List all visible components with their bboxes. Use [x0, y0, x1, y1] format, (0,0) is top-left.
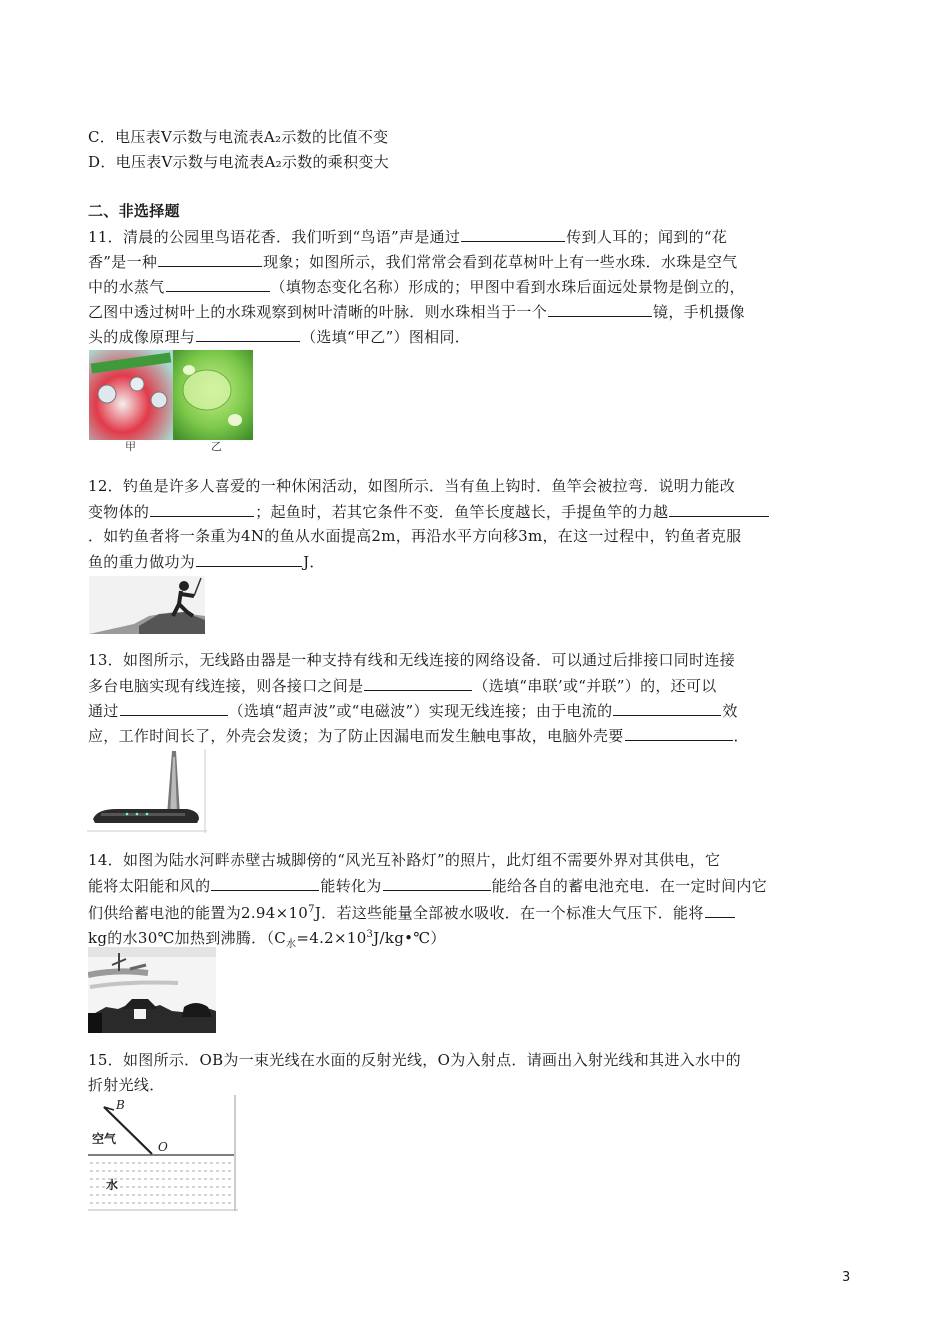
q14-text: 们供给蓄电池的能置为2.94×10 [88, 904, 309, 922]
q13-figure [87, 749, 207, 833]
answer-blank[interactable] [120, 700, 228, 716]
router-photo [87, 749, 207, 833]
q11-line-5 [88, 326, 470, 347]
q12-line-1: 12．钓鱼是许多人喜爱的一种休闲活动，如图所示．当有鱼上钩时．鱼竿会被拉弯．说明力能改 [88, 477, 735, 495]
answer-blank[interactable] [150, 501, 254, 517]
q14-text: =4.2×10 [296, 929, 367, 947]
q11-line-3 [88, 276, 745, 297]
street-lamp-photo [88, 947, 216, 1033]
answer-blank[interactable] [158, 251, 262, 267]
q14-line-3 [88, 900, 736, 923]
option-d: D．电压表V示数与电流表A₂示数的乘积变大 [88, 153, 390, 171]
q12-text: ；起鱼时，若其它条件不变．鱼竿长度越长，手提鱼竿的力越 [255, 503, 669, 521]
q14-subscript: 水 [286, 939, 297, 950]
q11-text: 乙图中透过树叶上的水珠观察到树叶清晰的叶脉．则水珠相当于一个 [88, 303, 548, 321]
q14-text: J．若这些能量全部被水吸收．在一个标准大气压下．能将 [314, 904, 704, 922]
q13-line-3 [88, 700, 738, 721]
q11-figure [89, 350, 253, 452]
q14-text: kg的水30℃加热到沸腾．（C [88, 929, 287, 947]
q11-line-1 [88, 226, 727, 247]
q12-text: J． [303, 553, 325, 571]
q13-line-4 [88, 725, 749, 746]
q14-line-2 [88, 875, 767, 896]
q12-text: 变物体的 [88, 503, 150, 521]
q13-text: ． [733, 727, 749, 745]
q13-text: 多台电脑实现有线连接，则各接口之间是 [88, 677, 364, 695]
q13-line-1: 13．如图所示，无线路由器是一种支持有线和无线连接的网络设备．可以通过后排接口同时连接 [88, 651, 735, 669]
answer-blank[interactable] [669, 501, 769, 517]
label-water: 水 [106, 1178, 119, 1192]
answer-blank[interactable] [613, 700, 721, 716]
q11-text: 头的成像原理与 [88, 328, 196, 346]
q12-line-4 [88, 551, 325, 572]
q14-text: 能转化为 [320, 877, 382, 895]
label-jia: 甲 [125, 440, 136, 452]
q11-text: 现象；如图所示，我们常常会看到花草树叶上有一些水珠．水珠是空气 [263, 253, 738, 271]
section-title: 二、非选择题 [88, 202, 180, 220]
q14-text: 能给各自的蓄电池充电．在一定时间内它 [491, 877, 768, 895]
q11-text: （选填“甲乙”）图相同． [301, 328, 471, 346]
q11-text: 镜，手机摄像 [653, 303, 745, 321]
q12-line-3: ．如钓鱼者将一条重为4N的鱼从水面提高2m，再沿水平方向移3m，在这一过程中，钓鱼者克服 [88, 527, 742, 545]
q13-text: （选填“串联’或“并联”）的，还可以 [473, 677, 717, 695]
label-b: B [116, 1098, 125, 1112]
q13-text: 效 [722, 702, 738, 720]
answer-blank[interactable] [548, 301, 652, 317]
light-reflection-diagram [88, 1095, 238, 1211]
q11-text: （填物态变化名称）形成的；甲图中看到水珠后面远处景物是倒立的， [270, 278, 745, 296]
label-yi: 乙 [211, 440, 222, 452]
page-number: 3 [842, 1270, 851, 1285]
answer-blank[interactable] [383, 875, 491, 891]
q14-line-1: 14．如图为陆水河畔赤壁古城脚傍的“风光互补路灯”的照片，此灯组不需要外界对其供电，它 [88, 851, 721, 869]
q12-line-2 [88, 501, 770, 522]
answer-blank[interactable] [364, 675, 472, 691]
q14-exponent: 7 [308, 904, 315, 915]
answer-blank[interactable] [196, 551, 302, 567]
fishing-photo [89, 576, 205, 634]
q14-text: 能将太阳能和风的 [88, 877, 211, 895]
q11-text: 香”是一种 [88, 253, 158, 271]
q13-text: 应，工作时间长了，外壳会发烫；为了防止因漏电而发生触电事故，电脑外壳要 [88, 727, 624, 745]
answer-blank[interactable] [166, 276, 270, 292]
q13-text: 通过 [88, 702, 119, 720]
q15-line-1: 15．如图所示．OB为一束光线在水面的反射光线，O为入射点．请画出入射光线和其进入水中的 [88, 1051, 741, 1069]
q11-text: 传到人耳的；闻到的“花 [566, 228, 728, 246]
q11-line-2 [88, 251, 737, 272]
answer-blank[interactable] [196, 326, 300, 342]
label-o: O [158, 1140, 168, 1154]
q13-line-2 [88, 675, 717, 696]
answer-blank[interactable] [625, 725, 733, 741]
q11-line-4 [88, 301, 745, 322]
water-droplet-photos [89, 350, 253, 452]
option-c: C．电压表V示数与电流表A₂示数的比值不变 [88, 128, 389, 146]
q15-figure [88, 1095, 238, 1211]
q14-figure [88, 947, 216, 1033]
q14-text: J/kg•℃） [373, 929, 446, 947]
q15-line-2: 折射光线． [88, 1076, 165, 1094]
q12-text: 鱼的重力做功为 [88, 553, 196, 571]
q12-figure [89, 576, 205, 634]
q13-text: （选填“超声波”或“电磁波”）实现无线连接；由于电流的 [228, 702, 613, 720]
answer-blank[interactable] [461, 226, 565, 242]
answer-blank[interactable] [705, 902, 735, 918]
q11-text: 11．清晨的公园里鸟语花香．我们听到“鸟语”声是通过 [88, 228, 461, 246]
label-air: 空气 [92, 1132, 117, 1146]
q14-exponent: 3 [366, 929, 374, 940]
answer-blank[interactable] [211, 875, 319, 891]
q11-text: 中的水蒸气 [88, 278, 165, 296]
